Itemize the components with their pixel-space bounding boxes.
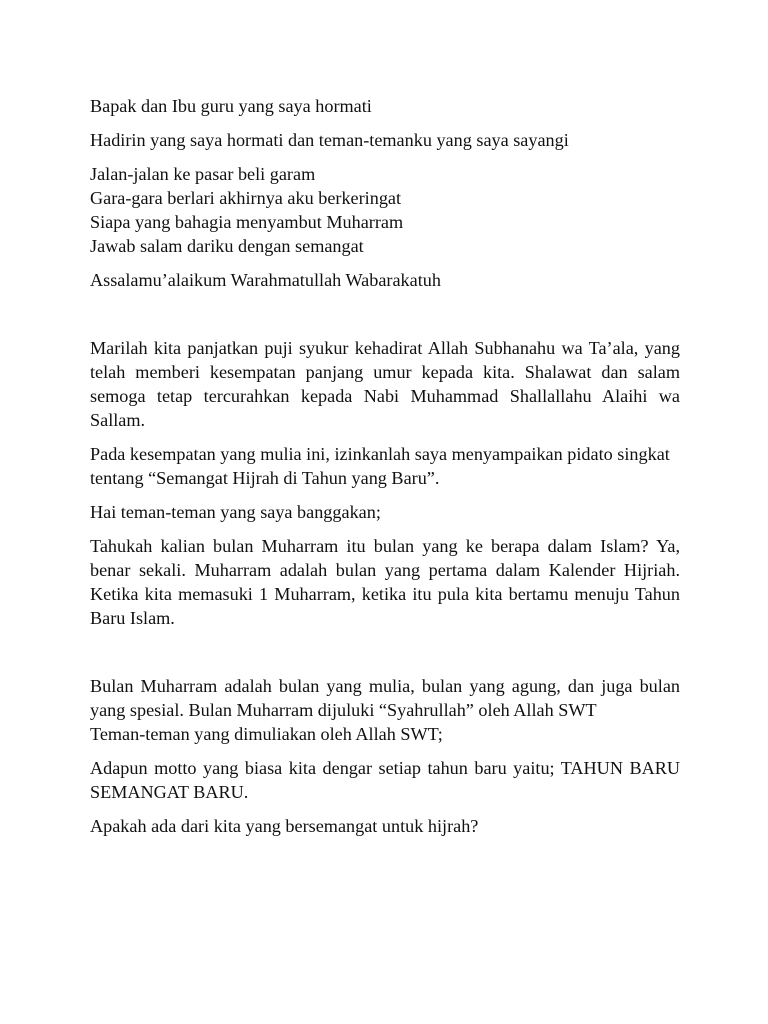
greeting-audience: Hadirin yang saya hormati dan teman-temanku yang saya sayangi	[90, 130, 569, 150]
paragraph-tahukah: Tahukah kalian bulan Muharram itu bulan yang ke berapa dalam Islam? Ya, benar sekali. Muharram adalah bulan yang pertama dalam Kalender Hijriah. Ketika kita memasuki 1 Muharram, ketika itu pula kita bertamu menuju Tahun Baru Islam.	[90, 536, 680, 628]
opening-salam: Assalamu’alaikum Warahmatullah Wabarakatuh	[90, 270, 441, 290]
paragraph-sapaan: Hai teman-teman yang saya banggakan;	[90, 502, 381, 522]
paragraph-apakah: Apakah ada dari kita yang bersemangat untuk hijrah?	[90, 816, 479, 836]
pantun-stanza	[90, 162, 680, 258]
pantun-line: Jalan-jalan ke pasar beli garam	[90, 164, 316, 184]
paragraph-kesempatan: Pada kesempatan yang mulia ini, izinkanlah saya menyampaikan pidato singkat tentang “Semangat Hijrah di Tahun yang Baru”.	[90, 444, 670, 488]
greeting-teachers: Bapak dan Ibu guru yang saya hormati	[90, 96, 372, 116]
pantun-line: Jawab salam dariku dengan semangat	[90, 236, 364, 256]
paragraph-teman-teman: Teman-teman yang dimuliakan oleh Allah SWT;	[90, 724, 443, 744]
paragraph-spacer	[90, 302, 680, 336]
pantun-line: Gara-gara berlari akhirnya aku berkeringat	[90, 188, 402, 208]
paragraph-syukur: Marilah kita panjatkan puji syukur kehadirat Allah Subhanahu wa Ta’ala, yang telah memberi kesempatan panjang umur kepada kita. Shalawat dan salam semoga tetap tercurahkan kepada Nabi Muhammad Shallallahu Alaihi wa Sallam.	[90, 338, 680, 430]
paragraph-bulan-muharram: Bulan Muharram adalah bulan yang mulia, bulan yang agung, dan juga bulan yang spesial. Bulan Muharram dijuluki “Syahrullah” oleh Allah SWT	[90, 676, 680, 720]
pantun-line: Siapa yang bahagia menyambut Muharram	[90, 212, 404, 232]
paragraph-motto: Adapun motto yang biasa kita dengar setiap tahun baru yaitu; TAHUN BARU SEMANGAT BARU.	[90, 758, 680, 802]
speech-text	[90, 94, 680, 848]
paragraph-spacer	[90, 640, 680, 674]
